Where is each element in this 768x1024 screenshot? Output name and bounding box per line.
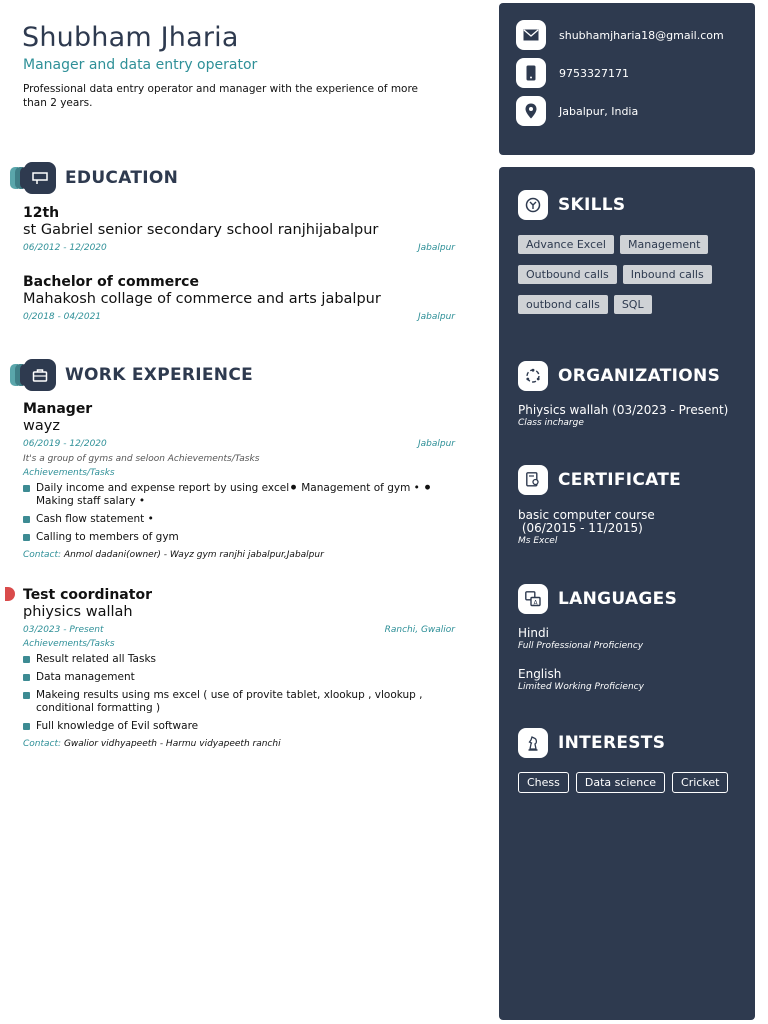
education-school: Mahakosh collage of commerce and arts jabalpur — [23, 291, 381, 307]
work-position: Test coordinator — [23, 587, 152, 603]
task-item: Makeing results using ms excel ( use of provite tablet, xlookup , vlookup , conditional formatting ) — [23, 689, 433, 715]
location-text: Jabalpur, India — [559, 104, 639, 118]
education-entry — [23, 274, 455, 323]
education-place: Jabalpur — [417, 243, 455, 253]
certificate-title: CERTIFICATE — [558, 470, 682, 490]
education-place: Jabalpur — [417, 312, 455, 322]
graduation-cap-icon — [24, 162, 56, 194]
organizations-title: ORGANIZATIONS — [558, 366, 721, 386]
summary-text: Professional data entry operator and manager with the experience of more than 2 years. — [23, 83, 419, 109]
skills-title: SKILLS — [558, 195, 626, 215]
interests-list — [518, 772, 743, 793]
work-company: phiysics wallah — [23, 604, 133, 620]
certificate-icon — [518, 465, 548, 495]
work-entry — [23, 401, 455, 561]
work-entry — [23, 587, 455, 750]
skill-tag: Outbound calls — [518, 265, 617, 284]
marker-tab — [5, 587, 15, 601]
task-list — [23, 653, 455, 733]
sidebar-panel — [499, 167, 755, 1020]
education-school: st Gabriel senior secondary school ranjhijabalpur — [23, 222, 379, 238]
languages-header — [518, 584, 677, 614]
skills-list — [518, 235, 743, 314]
organizations-header — [518, 361, 720, 391]
contact-label: Contact: — [23, 550, 62, 560]
organization-icon — [518, 361, 548, 391]
contact-label: Contact: — [23, 739, 62, 749]
achievements-label: Achievements/Tasks — [23, 468, 115, 478]
email-row — [516, 20, 724, 50]
section-marker — [10, 167, 28, 189]
phone-text[interactable]: 9753327171 — [559, 66, 629, 80]
interest-tag: Cricket — [672, 772, 728, 793]
work-contact — [23, 549, 455, 561]
organization-role: Class incharge — [518, 418, 584, 428]
task-item: Cash flow statement • — [23, 513, 455, 526]
skill-tag: Management — [620, 235, 708, 254]
candidate-role: Manager and data entry operator — [23, 57, 258, 73]
candidate-name: Shubham Jharia — [22, 22, 239, 53]
interests-header — [518, 728, 665, 758]
work-company: wayz — [23, 418, 60, 434]
achievements-label: Achievements/Tasks — [23, 639, 115, 649]
envelope-icon — [516, 20, 546, 50]
work-dates: 06/2019 - 12/2020 — [23, 439, 107, 449]
section-marker — [10, 364, 28, 386]
certificate-sub: Ms Excel — [518, 536, 558, 546]
interest-tag: Data science — [576, 772, 665, 793]
chess-piece-icon — [518, 728, 548, 758]
work-contact — [23, 738, 455, 750]
education-dates: 06/2012 - 12/2020 — [23, 243, 107, 253]
organization-name: Phiysics wallah (03/2023 - Present) — [518, 403, 729, 417]
location-pin-icon — [516, 96, 546, 126]
skills-header — [518, 190, 625, 220]
language-level: Full Professional Proficiency — [518, 641, 644, 651]
certificate-header — [518, 465, 681, 495]
language-name: Hindi — [518, 626, 549, 640]
skill-tag: Inbound calls — [623, 265, 712, 284]
education-degree: 12th — [23, 205, 60, 221]
skill-tag: Advance Excel — [518, 235, 614, 254]
work-dates: 03/2023 - Present — [23, 625, 104, 635]
briefcase-icon — [24, 359, 56, 391]
work-position: Manager — [23, 401, 93, 417]
interests-title: INTERESTS — [558, 733, 666, 753]
svg-text:A: A — [533, 599, 538, 607]
skill-tag: SQL — [614, 295, 652, 314]
certificate-name: basic computer course — [518, 508, 655, 522]
education-dates: 0/2018 - 04/2021 — [23, 312, 102, 322]
task-item: Daily income and expense report by using excel⚫ Management of gym • ⚫ Making staff salary • — [23, 482, 443, 508]
work-experience-title: WORK EXPERIENCE — [65, 365, 254, 385]
interest-tag: Chess — [518, 772, 569, 793]
certificate-dates: (06/2015 - 11/2015) — [518, 521, 643, 535]
education-header — [10, 161, 178, 195]
task-item: Data management — [23, 671, 455, 684]
contact-panel — [499, 3, 755, 155]
phone-row — [516, 58, 629, 88]
task-item: Result related all Tasks — [23, 653, 455, 666]
education-entry — [23, 205, 455, 254]
work-place: Jabalpur — [417, 439, 455, 449]
email-text[interactable]: shubhamjharia18@gmail.com — [559, 28, 724, 42]
task-list — [23, 482, 455, 544]
work-experience-header — [10, 358, 253, 392]
phone-icon — [516, 58, 546, 88]
languages-icon — [518, 584, 548, 614]
education-degree: Bachelor of commerce — [23, 274, 199, 290]
languages-title: LANGUAGES — [558, 589, 678, 609]
contact-value: Anmol dadani(owner) - Wayz gym ranjhi jabalpur,Jabalpur — [63, 550, 324, 560]
task-item: Full knowledge of Evil software — [23, 720, 455, 733]
language-name: English — [518, 667, 562, 681]
skill-tag: outbond calls — [518, 295, 608, 314]
work-description: It's a group of gyms and seloon Achievements/Tasks — [23, 454, 260, 464]
location-row — [516, 96, 638, 126]
skills-icon — [518, 190, 548, 220]
task-item: Calling to members of gym — [23, 531, 455, 544]
contact-value: Gwalior vidhyapeeth - Harmu vidyapeeth ranchi — [63, 739, 281, 749]
education-title: EDUCATION — [65, 168, 179, 188]
language-level: Limited Working Proficiency — [518, 682, 644, 692]
work-place: Ranchi, Gwalior — [384, 625, 455, 635]
